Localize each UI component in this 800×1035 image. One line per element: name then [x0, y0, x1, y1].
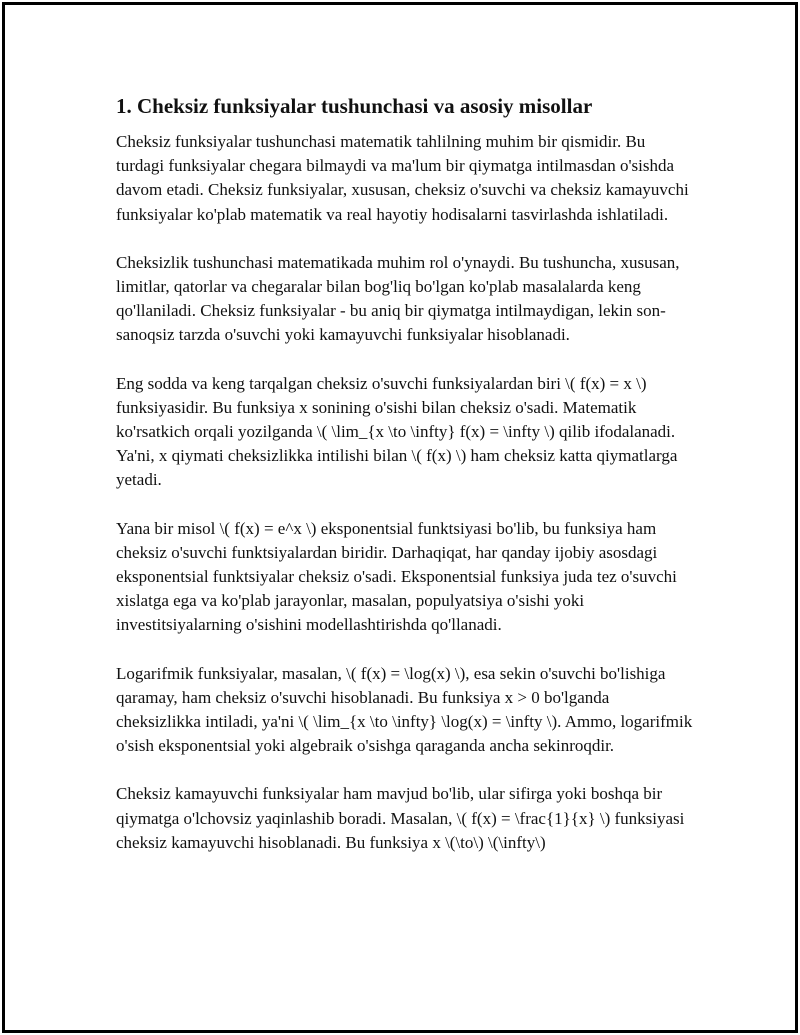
paragraph-5: Logarifmik funksiyalar, masalan, \( f(x) = \log(x) \), esa sekin o'suvchi bo'lishiga qaramay, ham cheksiz o'suvchi hisoblanadi. Bu funksiya x > 0 bo'lganda cheksizlikka intiladi, ya'ni \( \lim_{x \to \infty} \log(x) = \infty \). Ammo, logarifmik o'sish eksponentsial yoki algebraik o'sishga qaraganda ancha sekinroqdir. — [116, 663, 693, 756]
paragraph-3: Eng sodda va keng tarqalgan cheksiz o'suvchi funksiyalardan biri \( f(x) = x \) funksiyasidir. Bu funksiya x sonining o'sishi bilan cheksiz o'sadi. Matematik ko'rsatkich orqali yozilganda \( \lim_{x \to \infty} f(x) = \infty \) qilib ifodalanadi. Ya'ni, x qiymati cheksizlikka intilishi bilan \( f(x) \) ham cheksiz katta qiymatlarga yetadi. — [116, 373, 678, 490]
document-body — [116, 92, 696, 879]
paragraph-6: Cheksiz kamayuvchi funksiyalar ham mavjud bo'lib, ular sifirga yoki boshqa bir qiymatga o'lchovsiz yaqinlashib boradi. Masalan, \( f(x) = \frac{1}{x} \) funksiyasi cheksiz kamayuvchi hisoblanadi. Bu funksiya x \(\to\) \(\infty\) — [116, 784, 685, 852]
paragraph-4: Yana bir misol \( f(x) = e^x \) eksponentsial funktsiyasi bo'lib, bu funksiya ham cheksiz o'suvchi funktsiyalardan biridir. Darhaqiqat, har qanday ijobiy asosdagi eksponentsial funktsiyalar cheksiz o'sadi. Eksponentsial funksiya juda tez o'suvchi xislatga ega va ko'plab jarayonlar, masalan, populyatsiya o'sishi yoki investitsiyalarning o'sishini modellashtirishda qo'llanadi. — [116, 518, 677, 635]
section-heading: 1. Cheksiz funksiyalar tushunchasi va asosiy misollar — [116, 94, 593, 118]
paragraph-1: Cheksiz funksiyalar tushunchasi matematik tahlilning muhim bir qismidir. Bu turdagi funksiyalar chegara bilmaydi va ma'lum bir qiymatga intilmasdan o'sishda davom etadi. Cheksiz funksiyalar, xususan, cheksiz o'suvchi va cheksiz kamayuvchi funksiyalar ko'plab matematik va real hayotiy hodisalarni tasvirlashda ishlatiladi. — [116, 132, 689, 224]
paragraph-2: Cheksizlik tushunchasi matematikada muhim rol o'ynaydi. Bu tushuncha, xususan, limitlar, qatorlar va chegaralar bilan bog'liq bo'lgan ko'plab masalalarda keng qo'llaniladi. Cheksiz funksiyalar - bu aniq bir qiymatga intilmaydigan, lekin son-sanoqsiz tarzda o'suvchi yoki kamayuvchi funksiyalar hisoblanadi. — [116, 252, 680, 345]
